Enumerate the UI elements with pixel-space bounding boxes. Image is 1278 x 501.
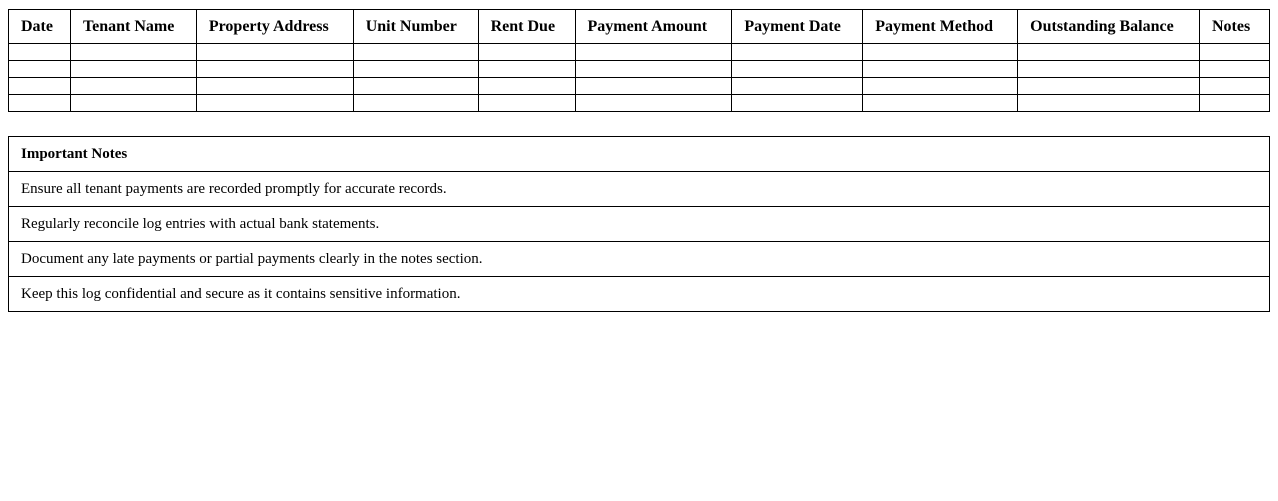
table-cell (732, 95, 863, 112)
table-cell (575, 44, 732, 61)
table-cell (353, 78, 478, 95)
note-item: Regularly reconcile log entries with actual bank statements. (9, 207, 1270, 242)
table-cell (863, 78, 1018, 95)
table-cell (196, 44, 353, 61)
table-cell (1200, 61, 1270, 78)
table-cell (732, 44, 863, 61)
table-cell (196, 61, 353, 78)
table-cell (1018, 61, 1200, 78)
table-cell (70, 61, 196, 78)
column-header-property-address: Property Address (196, 10, 353, 44)
table-cell (353, 44, 478, 61)
table-row (9, 61, 1270, 78)
table-row (9, 78, 1270, 95)
important-notes-heading: Important Notes (9, 137, 1270, 172)
table-cell (1018, 95, 1200, 112)
important-notes-table (8, 136, 1270, 312)
table-cell (70, 44, 196, 61)
table-row (9, 44, 1270, 61)
column-header-payment-amount: Payment Amount (575, 10, 732, 44)
table-cell (9, 78, 71, 95)
table-cell (478, 44, 575, 61)
notes-header-row (9, 137, 1270, 172)
column-header-unit-number: Unit Number (353, 10, 478, 44)
table-cell (9, 61, 71, 78)
table-cell (1200, 44, 1270, 61)
note-item: Ensure all tenant payments are recorded promptly for accurate records. (9, 172, 1270, 207)
column-header-payment-method: Payment Method (863, 10, 1018, 44)
table-cell (196, 95, 353, 112)
table-cell (478, 61, 575, 78)
table-cell (732, 78, 863, 95)
column-header-payment-date: Payment Date (732, 10, 863, 44)
table-cell (478, 95, 575, 112)
column-header-outstanding-balance: Outstanding Balance (1018, 10, 1200, 44)
note-row (9, 277, 1270, 312)
table-cell (196, 78, 353, 95)
table-cell (575, 95, 732, 112)
column-header-rent-due: Rent Due (478, 10, 575, 44)
table-cell (70, 95, 196, 112)
column-header-notes: Notes (1200, 10, 1270, 44)
table-cell (1200, 95, 1270, 112)
note-item: Document any late payments or partial payments clearly in the notes section. (9, 242, 1270, 277)
table-cell (732, 61, 863, 78)
table-cell (9, 44, 71, 61)
table-cell (863, 95, 1018, 112)
table-cell (353, 61, 478, 78)
note-row (9, 207, 1270, 242)
column-header-tenant-name: Tenant Name (70, 10, 196, 44)
table-cell (575, 78, 732, 95)
table-cell (1018, 78, 1200, 95)
note-item: Keep this log confidential and secure as it contains sensitive information. (9, 277, 1270, 312)
table-cell (353, 95, 478, 112)
note-row (9, 242, 1270, 277)
table-cell (70, 78, 196, 95)
column-header-date: Date (9, 10, 71, 44)
header-row (9, 10, 1270, 44)
table-cell (863, 61, 1018, 78)
table-cell (9, 95, 71, 112)
table-cell (863, 44, 1018, 61)
note-row (9, 172, 1270, 207)
table-cell (478, 78, 575, 95)
table-row (9, 95, 1270, 112)
table-cell (1018, 44, 1200, 61)
table-cell (1200, 78, 1270, 95)
table-cell (575, 61, 732, 78)
payment-log-table (8, 9, 1270, 112)
